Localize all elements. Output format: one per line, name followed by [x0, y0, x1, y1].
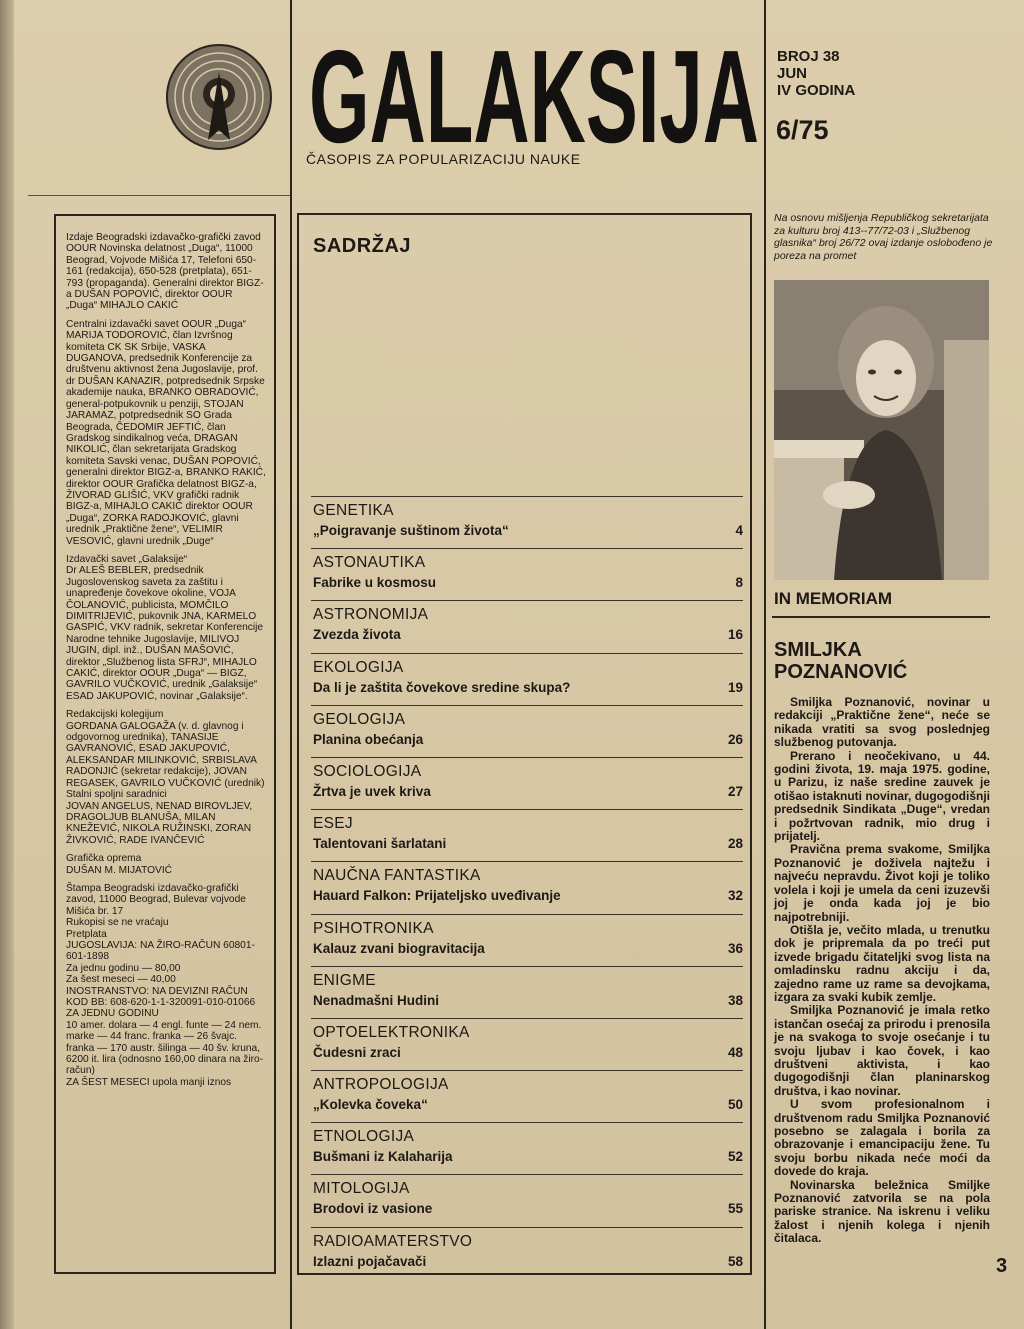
- portrait-photo: [774, 280, 989, 580]
- column-rule-left: [290, 0, 292, 1329]
- toc-article-title: Fabrike u kosmosu: [313, 575, 437, 591]
- toc-category: OPTOELEKTRONIKA: [313, 1023, 470, 1041]
- toc-entry[interactable]: [311, 548, 743, 600]
- colophon-paragraph: Centralni izdavački savet OOUR „Duga“ MARIJA TODOROVIĆ, član Izvršnog komiteta CK SK Srbije, VASKA DUGANOVA, predsednik Konferencije za društvenu aktivnost žena Jugoslavije, prof. dr DUŠAN KANAZIR, potpredsednik Srpske akademije nauka, BRANKO OBRADOVIĆ, general-potpukovnik u penziji, STOJAN JARAMAZ, potpredsednik SO Grada Beograda, ČEDOMIR JEFTIĆ, član Gradskog sindikalnog veća, DRAGAN NIKOLIĆ, član sekretarijata Gradskog komiteta Savski venac, DUŠAN POPOVIĆ, generalni direktor BIGZ-a, BRANKO RAKIĆ, direktor OOUR Grafička delatnost BIGZ-a, ŽIVORAD GLIŠIĆ, VKV grafički radnik BIGZ-a, MIHAJLO CAKIĆ direktor OOUR „Duga“, ZORKA RADOJKOVIĆ, glavni urednik „Praktične žene“, VELIMIR VESOVIĆ, glavni urednik „Duge“: [66, 318, 266, 547]
- masthead-title: [306, 40, 762, 152]
- page-number: 3: [996, 1255, 1008, 1277]
- toc-page-number: 16: [727, 627, 743, 643]
- column-rule-right: [764, 0, 766, 1329]
- obituary-name-first: SMILJKA: [774, 639, 862, 661]
- toc-entry[interactable]: [311, 1070, 743, 1122]
- toc-page-number: 4: [735, 523, 743, 538]
- toc-category: SOCIOLOGIJA: [313, 762, 422, 780]
- toc-category: GENETIKA: [313, 502, 394, 519]
- toc-entry[interactable]: [311, 1018, 743, 1070]
- toc-page-number: 32: [727, 888, 743, 904]
- colophon-paragraph: Grafička oprema DUŠAN M. MIJATOVIĆ: [66, 853, 173, 876]
- toc-page-number: 52: [727, 1149, 743, 1165]
- toc-page-number: 36: [727, 940, 743, 956]
- obituary-paragraph: Smiljka Poznanović je imala retko istančan osećaj za prirodu i prenosila je na svakoga to svoje osećanje i tu svoju ljubav i kao čovek, i kao društveni aktivista, i kao dugogodišnji član planinarskog društva, i kao novinar.: [774, 1003, 990, 1098]
- issue-broj: BROJ 38: [777, 48, 840, 65]
- toc-page-number: 38: [727, 992, 743, 1008]
- in-memoriam-heading: IN MEMORIAM: [774, 589, 893, 608]
- toc-category: NAUČNA FANTASTIKA: [313, 867, 481, 885]
- toc-page-number: 19: [727, 679, 743, 695]
- colophon-paragraph: Izdaje Beogradski izdavačko-grafički zavod OOUR Novinska delatnost „Duga“, 11000 Beograd, Vojvode Mišića 17, Telefoni 650-161 (redakcija), 650-528 (pretplata), 651-793 (propaganda). Generalni direktor BIGZ-a DUŠAN POPOVIĆ, direktor OOUR „Duga“ MIHAJLO CAKIĆ: [66, 232, 264, 312]
- toc-entry[interactable]: [311, 966, 743, 1018]
- toc-article-title: Planina obećanja: [313, 731, 424, 747]
- obituary-name-last: POZNANOVIĆ: [774, 661, 908, 683]
- memoriam-divider: [772, 616, 990, 618]
- toc-article-title: „Kolevka čoveka“: [313, 1097, 428, 1113]
- obituary-paragraph: Prerano i neočekivano, u 44. godini života, 19. maja 1975. godine, u Parizu, iz naše sredine zauvek je otišao istaknuti novinar, dugogodišnji predsednik Sindikata „Duge“, vredan i požrtvovan radnik, mio drug i prijatelj.: [774, 748, 991, 844]
- page-gutter-edge: [0, 0, 14, 1329]
- toc-category: ASTRONOMIJA: [313, 606, 429, 624]
- colophon-paragraph: Štampa Beogradski izdavačko-grafički zavod, 11000 Beograd, Bulevar vojvode Mišića br. 17 Rukopisi se ne vraćaju Pretplata JUGOSLAVIJA: NA ŽIRO-RAČUN 60801-601-1898 Za jednu godinu — 80,00 Za šest meseci — 40,00 INOSTRANSTVO: NA DEVIZNI RAČUN KOD BB: 608-620-1-1-320091-010-01066 ZA JEDNU GODINU 10 amer. dolara — 4 engl. funte — 24 nem. marke — 44 franc. franka — 26 švajc. franka — 170 austr. šilinga — 40 šv. kruna, 6200 it. lira (odnosno 160,00 dinara na žiro-račun) ZA ŠEST MESECI upola manji iznos: [66, 882, 264, 1088]
- toc-entry[interactable]: [311, 1122, 743, 1174]
- toc-article-title: „Poigravanje suštinom života“: [313, 523, 509, 538]
- magazine-subtitle: ČASOPIS ZA POPULARIZACIJU NAUKE: [306, 151, 581, 167]
- toc-entry[interactable]: [311, 809, 743, 861]
- toc-list: [311, 496, 743, 1279]
- obituary-paragraph: U svom profesionalnom i društvenom radu Smiljka Poznanović posebno se zalagala i borila za obrazovanje i emancipaciju žene. Tu svoju borbu nikada neće moći da dovede do kraja.: [774, 1097, 990, 1179]
- issue-info: [777, 48, 855, 99]
- masthead-title-text: GALAKSIJA: [309, 40, 759, 152]
- tax-notice: Na osnovu mišljenja Republičkog sekretarijata za kulturu broj 413--77/72-03 i „Službenog glasnika“ broj 26/72 ovaj izdanje oslobođeno je poreza na promet: [774, 212, 993, 262]
- toc-article-title: Izlazni pojačavači: [313, 1253, 427, 1269]
- toc-page-number: 50: [727, 1097, 743, 1113]
- toc-article-title: Hauard Falkon: Prijateljsko uveđivanje: [313, 888, 561, 904]
- toc-entry[interactable]: [311, 757, 743, 809]
- toc-article-title: Talentovani šarlatani: [313, 836, 447, 852]
- colophon-paragraph: Redakcijski kolegijum GORDANA GALOGAŽA (v. d. glavnog i odgovornog urednika), TANASIJE GAVRANOVIĆ, ESAD JAKUPOVIĆ, ALEKSANDAR MILINKOVIĆ, SRBISLAVA RADONJIĆ (sekretar redakcije), JOVAN REGASEK, GAVRILO VUČKOVIĆ (urednik) Stalni spoljni saradnici JOVAN ANGELUS, NENAD BIROVLJEV, DRAGOLJUB BLANUŠA, MILAN KNEŽEVIĆ, NIKOLA RUŽINSKI, ZORAN ŽIVKOVIĆ, RADE IVANČEVIĆ: [66, 709, 265, 846]
- toc-article-title: Žrtva je uvek kriva: [313, 783, 431, 799]
- toc-article-title: Kalauz zvani biogravitacija: [313, 940, 485, 956]
- toc-page-number: 48: [727, 1044, 743, 1060]
- toc-article-title: Bušmani iz Kalaharija: [313, 1149, 453, 1165]
- toc-article-title: Brodovi iz vasione: [313, 1201, 433, 1217]
- toc-category: RADIOAMATERSTVO: [313, 1232, 473, 1250]
- colophon-paragraph: Izdavački savet „Galaksije“ Dr ALEŠ BEBLER, predsednik Jugoslovenskog saveta za zaštitu i unapređenje čovekove okoline, VOJA ČOLANOVIĆ, publicista, MOMČILO DIMITRIJEVIĆ, pukovnik JNA, KARMELO GASPIĆ, VKV radnik, sekretar Konferencije Narodne tehnike Jugoslavije, MILIVOJ JUGIN, dipl. inž., DUŠAN MAŠOVIĆ, direktor „Službenog lista SFRJ“, MIHAJLO CAKIĆ, direktor OOUR „Duga“ — BIGZ, GAVRILO VUČKOVIĆ, urednik „Galaksije“ ESAD JAKUPOVIĆ, novinar „Galaksije“.: [66, 553, 264, 702]
- toc-entry[interactable]: [311, 861, 743, 913]
- toc-article-title: Zvezda života: [313, 627, 401, 643]
- obituary-paragraph: Smiljka Poznanović, novinar u redakciji „Praktične žene“, neće se nikada vratiti sa svog poslednjeg službenog putovanja.: [774, 695, 990, 750]
- toc-category: ETNOLOGIJA: [313, 1128, 415, 1146]
- toc-article-title: Da li je zaštita čovekove sredine skupa?: [313, 679, 571, 695]
- obituary-paragraph: Pravična prema svakome, Smiljka Poznanović je doživela najtežu i najveću nepravdu. Život koji je toliko volela i koji je umela da ceni izuzevši joj je onda kada joj je bio najpotrebniji.: [774, 842, 990, 924]
- toc-article-title: Nenadmašni Hudini: [313, 992, 440, 1008]
- galaksija-logo: [164, 42, 274, 152]
- toc-category: ASTONAUTIKA: [313, 554, 426, 572]
- toc-entry[interactable]: [311, 496, 743, 548]
- header-rule-left: [28, 195, 290, 196]
- toc-entry[interactable]: [311, 1174, 743, 1226]
- toc-category: EKOLOGIJA: [313, 658, 404, 676]
- table-of-contents: [297, 213, 752, 1275]
- toc-category: PSIHOTRONIKA: [313, 919, 434, 937]
- toc-entry[interactable]: [311, 1227, 743, 1279]
- issue-number: 6/75: [776, 115, 829, 145]
- toc-page-number: 58: [727, 1253, 743, 1269]
- toc-page-number: 28: [727, 836, 743, 852]
- obituary-paragraph: Otišla je, večito mlada, u trenutku dok je pripremala da po treći put izvede brigadu čitateljki svog lista na omladinsku radnu akciju i da, zajedno rame uz rame sa devojkama, izgara za svaki kubik zemlje.: [774, 922, 990, 1004]
- issue-year: IV GODINA: [777, 82, 856, 99]
- obituary-name: [774, 639, 907, 683]
- toc-category: ENIGME: [313, 971, 376, 989]
- toc-entry[interactable]: [311, 653, 743, 705]
- colophon-box: [54, 214, 276, 1274]
- obituary-text: [774, 696, 990, 1246]
- toc-page-number: 27: [727, 783, 743, 799]
- toc-category: MITOLOGIJA: [313, 1180, 410, 1198]
- issue-month: JUN: [777, 65, 808, 82]
- toc-page-number: 55: [727, 1201, 743, 1217]
- toc-entry[interactable]: [311, 914, 743, 966]
- obituary-paragraph: Novinarska beležnica Smiljke Poznanović zatvorila se na pola pariske stranice. Na iskrenu i veliku žalost i njenih kolega i njenih čitalaca.: [774, 1177, 990, 1246]
- toc-page-number: 26: [727, 731, 743, 747]
- toc-entry[interactable]: [311, 705, 743, 757]
- toc-entry[interactable]: [311, 600, 743, 652]
- contents-title: SADRŽAJ: [313, 235, 411, 257]
- toc-category: ANTROPOLOGIJA: [313, 1076, 449, 1094]
- toc-category: ESEJ: [313, 815, 353, 833]
- toc-category: GEOLOGIJA: [313, 710, 406, 728]
- toc-page-number: 8: [735, 575, 743, 591]
- toc-article-title: Čudesni zraci: [313, 1044, 401, 1060]
